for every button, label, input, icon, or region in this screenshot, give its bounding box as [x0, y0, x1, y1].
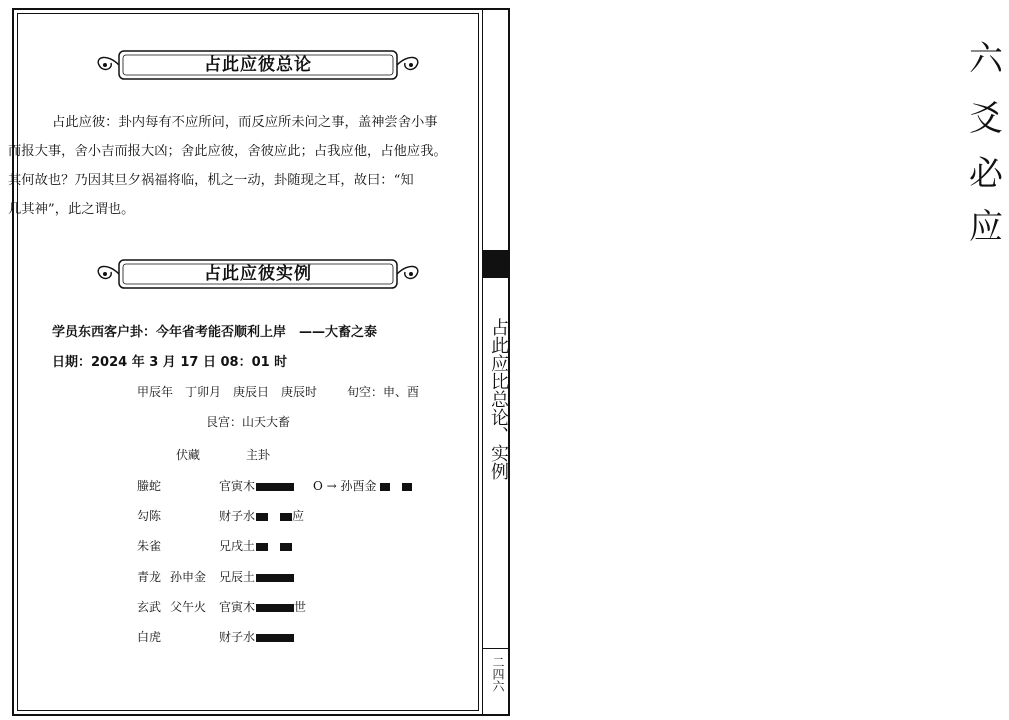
- palace-line: 艮宫：山天大畜: [206, 415, 291, 429]
- paragraph-line: 而报大事，舍小吉而报大凶；舍此应彼，舍彼应此；占我应他，占他应我。: [8, 144, 447, 159]
- paragraph-line: 其何故也？乃因其旦夕祸福将临，机之一动，卦随现之耳，故曰：“知: [8, 173, 414, 188]
- section-title-example: [93, 256, 423, 292]
- hexagram-line: 财子水 应: [219, 509, 305, 523]
- spine-title-char: 爻: [969, 99, 1003, 139]
- six-god-label: 玄武: [137, 600, 162, 614]
- spine-title-char: 必: [969, 154, 1003, 194]
- yin-line-mark: [280, 513, 292, 521]
- yang-line-mark: [256, 574, 294, 582]
- hexagram-line: 财子水: [219, 628, 294, 645]
- spine-black-band: [483, 250, 510, 278]
- yin-line-mark: [402, 483, 412, 491]
- intro-paragraph: [8, 108, 472, 224]
- six-god-label: 青龙: [137, 570, 162, 584]
- yang-line-mark: [256, 634, 294, 642]
- yin-line-mark: [256, 543, 268, 551]
- yang-line-mark: [256, 483, 294, 491]
- hexagram-line: 官寅木 世: [219, 600, 307, 614]
- paragraph-line: 占此应彼：卦内每有不应所问，而反应所未问之事，盖神尝舍小事: [52, 115, 438, 130]
- yang-line-mark: [256, 604, 294, 612]
- student-case-line: 学员东西客户卦：今年省考能否顺利上岸 ——大畜之泰: [52, 325, 378, 340]
- yin-line-mark: [256, 513, 268, 521]
- shi-marker: 世: [294, 600, 307, 614]
- xunkong-line: 旬空：申、酉: [347, 385, 420, 399]
- six-god-label: 白虎: [137, 630, 162, 644]
- spine-rule: [483, 648, 510, 649]
- paragraph-line: 几其神”，此之谓也。: [8, 202, 135, 217]
- section-title-summary: [93, 47, 423, 83]
- six-god-label: 勾陈: [137, 509, 162, 523]
- section-title-text: 占此应彼实例: [204, 264, 312, 284]
- page-number: 二四六: [491, 656, 505, 692]
- book-title-spine: [483, 8, 1003, 248]
- ying-marker: 应: [292, 509, 305, 523]
- hexagram-line: 兄辰土: [219, 568, 294, 585]
- hexagram-line: 兄戌土: [219, 537, 292, 554]
- section-title-text: 占此应彼总论: [204, 55, 312, 75]
- hidden-spirit: 孙申金: [170, 570, 207, 584]
- spine-title-char: 六: [969, 39, 1003, 79]
- column-main-header: 主卦: [246, 448, 271, 462]
- ganzhi-line: 甲辰年 丁卯月 庚辰日 庚辰时: [137, 385, 318, 399]
- six-god-label: 螣蛇: [137, 479, 162, 493]
- six-god-label: 朱雀: [137, 539, 162, 553]
- hexagram-line: 官寅木: [219, 477, 294, 494]
- yin-line-mark: [280, 543, 292, 551]
- spine-section-label: 占此应比总论、实例: [488, 318, 509, 480]
- date-line: 日期：2024 年 3 月 17 日 08：01 时: [52, 355, 288, 370]
- hidden-spirit: 父午火: [170, 600, 207, 614]
- line-change-note: O → 孙酉金: [313, 477, 412, 494]
- yin-line-mark: [380, 483, 390, 491]
- column-hidden-header: 伏藏: [176, 448, 201, 462]
- spine-title-char: 应: [969, 207, 1003, 247]
